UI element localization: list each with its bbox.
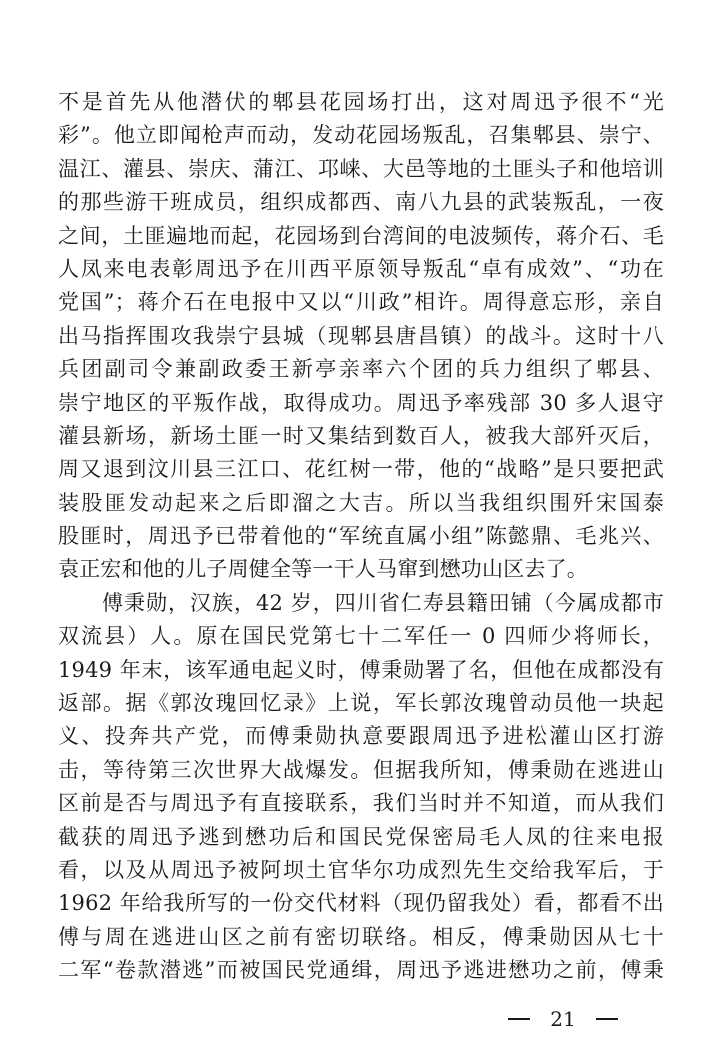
- text-line: 灌县新场，新场土匪一时又集结到数百人，被我大部歼灭后，: [58, 423, 664, 448]
- text-line: 之间，土匪遍地而起，花园场到台湾间的电波频传，蒋介石、毛: [58, 223, 664, 248]
- text-line: 区前是否与周迅予有直接联系，我们当时并不知道，而从我们: [58, 791, 664, 816]
- text-line: 返部。据《郭汝瑰回忆录》上说，军长郭汝瑰曾动员他一块起: [58, 691, 664, 716]
- page-number: [508, 1004, 618, 1034]
- text-line: 出马指挥围攻我崇宁县城（现郫县唐昌镇）的战斗。这时十八: [58, 323, 664, 348]
- text-line: 傅秉勋，汉族，42 岁，四川省仁寿县籍田铺（今属成都市: [58, 590, 664, 615]
- text-line: 党国”；蒋介石在电报中又以“川政”相许。周得意忘形，亲自: [58, 290, 664, 315]
- paragraph-1: [58, 86, 664, 587]
- text-line: 温江、灌县、崇庆、蒲江、邛崃、大邑等地的土匪头子和他培训: [58, 156, 664, 181]
- text-line: 1962 年给我所写的一份交代材料（现仍留我处）看，都看不出: [58, 891, 664, 916]
- text-line: 击，等待第三次世界大战爆发。但据我所知，傅秉勋在逃进山: [58, 757, 664, 782]
- page-number-value: 21: [550, 1007, 576, 1031]
- text-line: 截获的周迅予逃到懋功后和国民党保密局毛人凤的往来电报: [58, 824, 664, 849]
- text-line: 兵团副司令兼副政委王新亭亲率六个团的兵力组织了郫县、: [58, 357, 664, 382]
- page-number-left-dash: [508, 1018, 530, 1020]
- text-line: 人凤来电表彰周迅予在川西平原领导叛乱“卓有成效”、“功在: [58, 256, 664, 281]
- text-line: 崇宁地区的平叛作战，取得成功。周迅予率残部 30 多人退守: [58, 390, 664, 415]
- text-line: 义、投奔共产党，而傅秉勋执意要跟周迅予进松灌山区打游: [58, 724, 664, 749]
- text-line: 装股匪发动起来之后即溜之大吉。所以当我组织围歼宋国泰: [58, 490, 664, 515]
- text-line: 二军“卷款潜逃”而被国民党通缉，周迅予逃进懋功之前，傅秉: [58, 958, 664, 983]
- page-number-right-dash: [596, 1018, 618, 1020]
- paragraph-2: [58, 587, 664, 988]
- text-line: 袁正宏和他的儿子周健全等一干人马窜到懋功山区去了。: [58, 557, 588, 582]
- text-line: 看，以及从周迅予被阿坝土官华尔功成烈先生交给我军后，于: [58, 857, 664, 882]
- text-line: 1949 年末，该军通电起义时，傅秉勋署了名，但他在成都没有: [58, 657, 664, 682]
- text-line: 股匪时，周迅予已带着他的“军统直属小组”陈懿鼎、毛兆兴、: [58, 524, 664, 549]
- text-line: 的那些游干班成员，组织成都西、南八九县的武装叛乱，一夜: [58, 190, 664, 215]
- text-line: 不是首先从他潜伏的郫县花园场打出，这对周迅予很不“光: [58, 90, 664, 114]
- text-line: 彩”。他立即闻枪声而动，发动花园场叛乱，召集郫县、崇宁、: [58, 123, 664, 148]
- document-page: [58, 86, 664, 988]
- text-line: 傅与周在逃进山区之前有密切联络。相反，傅秉勋因从七十: [58, 924, 664, 949]
- text-line: 周又退到汶川县三江口、花红树一带，他的“战略”是只要把武: [58, 457, 664, 482]
- text-line: 双流县）人。原在国民党第七十二军任一 0 四师少将师长，: [58, 624, 664, 649]
